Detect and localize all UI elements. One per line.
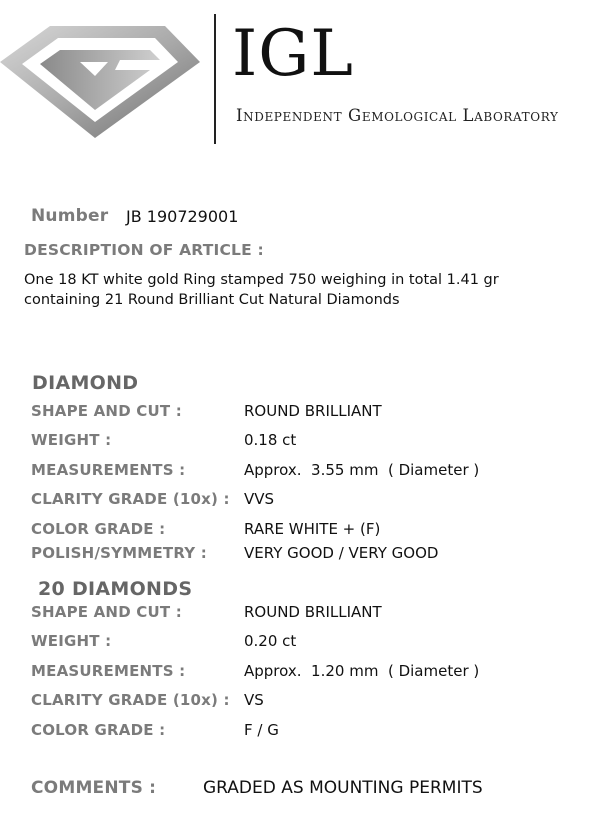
diamond-logo-icon: [0, 10, 205, 140]
diamond-section-title: DIAMOND: [32, 372, 139, 394]
diamond-weight-value: 0.18 ct: [244, 431, 297, 449]
description-label: DESCRIPTION OF ARTICLE :: [24, 241, 264, 259]
diamonds20-measurements-value: Approx. 1.20 mm ( Diameter ): [244, 662, 480, 680]
diamonds20-shape-value: ROUND BRILLIANT: [244, 603, 382, 621]
comments-label: COMMENTS :: [31, 778, 157, 798]
comments-value: GRADED AS MOUNTING PERMITS: [203, 778, 483, 798]
diamond-polish-value: VERY GOOD / VERY GOOD: [244, 544, 439, 562]
brand-subtitle: Independent Gemological Laboratory: [236, 106, 559, 125]
diamonds20-clarity-label: CLARITY GRADE (10x) :: [31, 691, 230, 709]
diamond-weight-label: WEIGHT :: [31, 431, 112, 449]
diamond-color-label: COLOR GRADE :: [31, 520, 166, 538]
diamond-polish-label: POLISH/SYMMETRY :: [31, 544, 207, 562]
diamond-measurements-value: Approx. 3.55 mm ( Diameter ): [244, 461, 480, 479]
diamond-measurements-label: MEASUREMENTS :: [31, 461, 186, 479]
diamonds20-weight-label: WEIGHT :: [31, 632, 112, 650]
diamonds20-measurements-label: MEASUREMENTS :: [31, 662, 186, 680]
diamond-clarity-label: CLARITY GRADE (10x) :: [31, 490, 230, 508]
diamonds20-weight-value: 0.20 ct: [244, 632, 297, 650]
diamond-shape-label: SHAPE AND CUT :: [31, 402, 182, 420]
diamonds20-shape-label: SHAPE AND CUT :: [31, 603, 182, 621]
diamonds20-color-value: F / G: [244, 721, 279, 739]
diamond-color-value: RARE WHITE + (F): [244, 520, 381, 538]
number-label: Number: [31, 206, 109, 226]
diamond-clarity-value: VVS: [244, 490, 275, 508]
number-value: JB 190729001: [126, 207, 239, 226]
diamonds20-section-title: 20 DIAMONDS: [38, 578, 193, 600]
description-text: [24, 270, 584, 310]
brand-title: IGL: [232, 17, 354, 91]
description-line-1: One 18 KT white gold Ring stamped 750 weighing in total 1.41 gr: [24, 272, 499, 288]
diamonds20-color-label: COLOR GRADE :: [31, 721, 166, 739]
header-divider: [214, 14, 216, 144]
diamond-shape-value: ROUND BRILLIANT: [244, 402, 382, 420]
description-line-2: containing 21 Round Brilliant Cut Natural Diamonds: [24, 292, 400, 308]
diamonds20-clarity-value: VS: [244, 691, 264, 709]
